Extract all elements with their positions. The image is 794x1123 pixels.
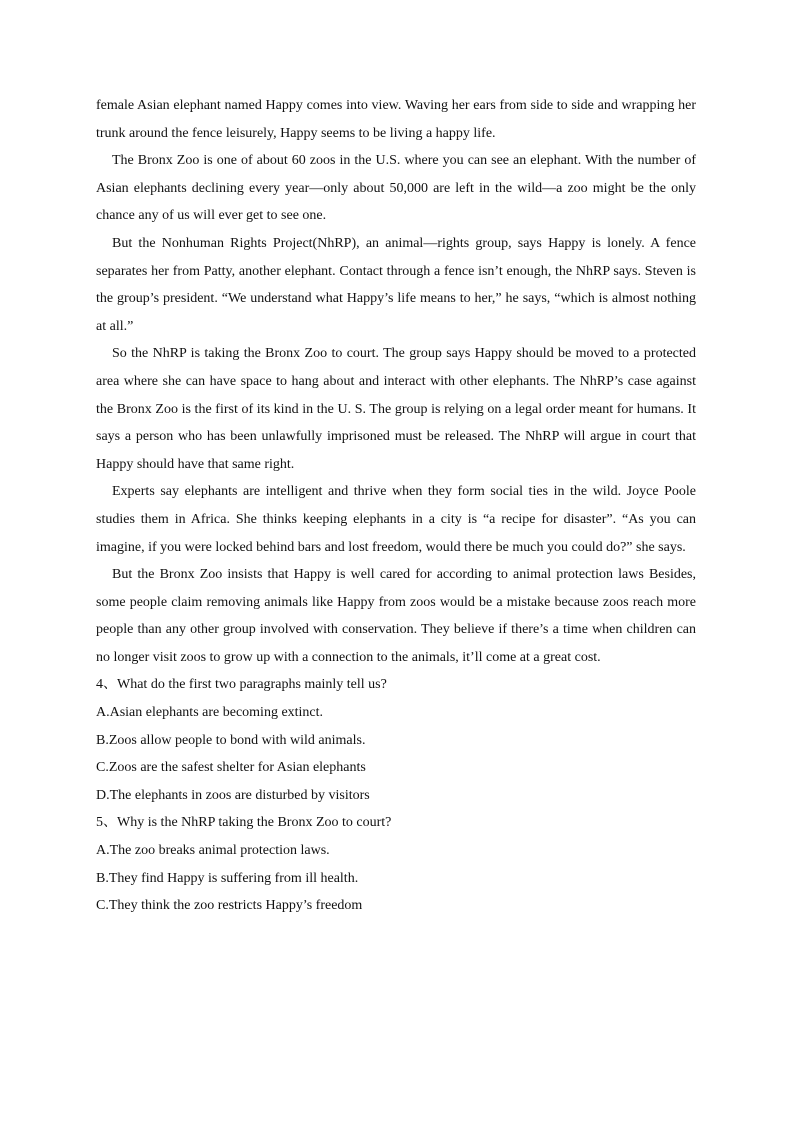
question-4-option-c: C.Zoos are the safest shelter for Asian elephants: [96, 760, 366, 776]
passage-paragraph-2: The Bronx Zoo is one of about 60 zoos in the U.S. where you can see an elephant. With the number of Asian elephants declining every year—only about 50,000 are left in the wild—a zoo might be the only chance any of us will ever get to see one.: [96, 153, 696, 224]
passage-paragraph-4: So the NhRP is taking the Bronx Zoo to court. The group says Happy should be moved to a protected area where she can have space to hang about and interact with other elephants. The NhRP’s case against the Bronx Zoo is the first of its kind in the U. S. The group is relying on a legal order meant for humans. It says a person who has been unlawfully imprisoned must be released. The NhRP will argue in court that Happy should have that same right.: [96, 346, 696, 472]
question-5-option-b: B.They find Happy is suffering from ill health.: [96, 870, 359, 886]
passage-paragraph-1: female Asian elephant named Happy comes into view. Waving her ears from side to side and wrapping her trunk around the fence leisurely, Happy seems to be living a happy life.: [96, 98, 696, 141]
question-4-option-d: D.The elephants in zoos are disturbed by visitors: [96, 787, 370, 803]
question-5-stem: 5、Why is the NhRP taking the Bronx Zoo to court?: [96, 815, 392, 831]
passage-paragraph-5: Experts say elephants are intelligent and thrive when they form social ties in the wild. Joyce Poole studies them in Africa. She thinks keeping elephants in a city is “a recipe for disaster”. “As you can imagine, if you were locked behind bars and lost freedom, would there be much you could do?” she says.: [96, 484, 696, 555]
passage-paragraph-6: But the Bronx Zoo insists that Happy is well cared for according to animal protection laws Besides, some people claim removing animals like Happy from zoos would be a mistake because zoos reach more people than any other group involved with conservation. They believe if there’s a time when children can no longer visit zoos to grow up with a connection to the animals, it’ll come at a great cost.: [96, 567, 696, 665]
question-5-option-c: C.They think the zoo restricts Happy’s freedom: [96, 898, 363, 914]
question-4-option-a: A.Asian elephants are becoming extinct.: [96, 705, 324, 721]
document-body: [96, 92, 696, 920]
question-5-option-a: A.The zoo breaks animal protection laws.: [96, 843, 330, 859]
passage-paragraph-3: But the Nonhuman Rights Project(NhRP), an animal—rights group, says Happy is lonely. A fence separates her from Patty, another elephant. Contact through a fence isn’t enough, the NhRP says. Steven is the group’s president. “We understand what Happy’s life means to her,” he says, “which is almost nothing at all.”: [96, 235, 696, 334]
question-4-option-b: B.Zoos allow people to bond with wild animals.: [96, 732, 366, 748]
question-4-stem: 4、What do the first two paragraphs mainly tell us?: [96, 677, 387, 693]
